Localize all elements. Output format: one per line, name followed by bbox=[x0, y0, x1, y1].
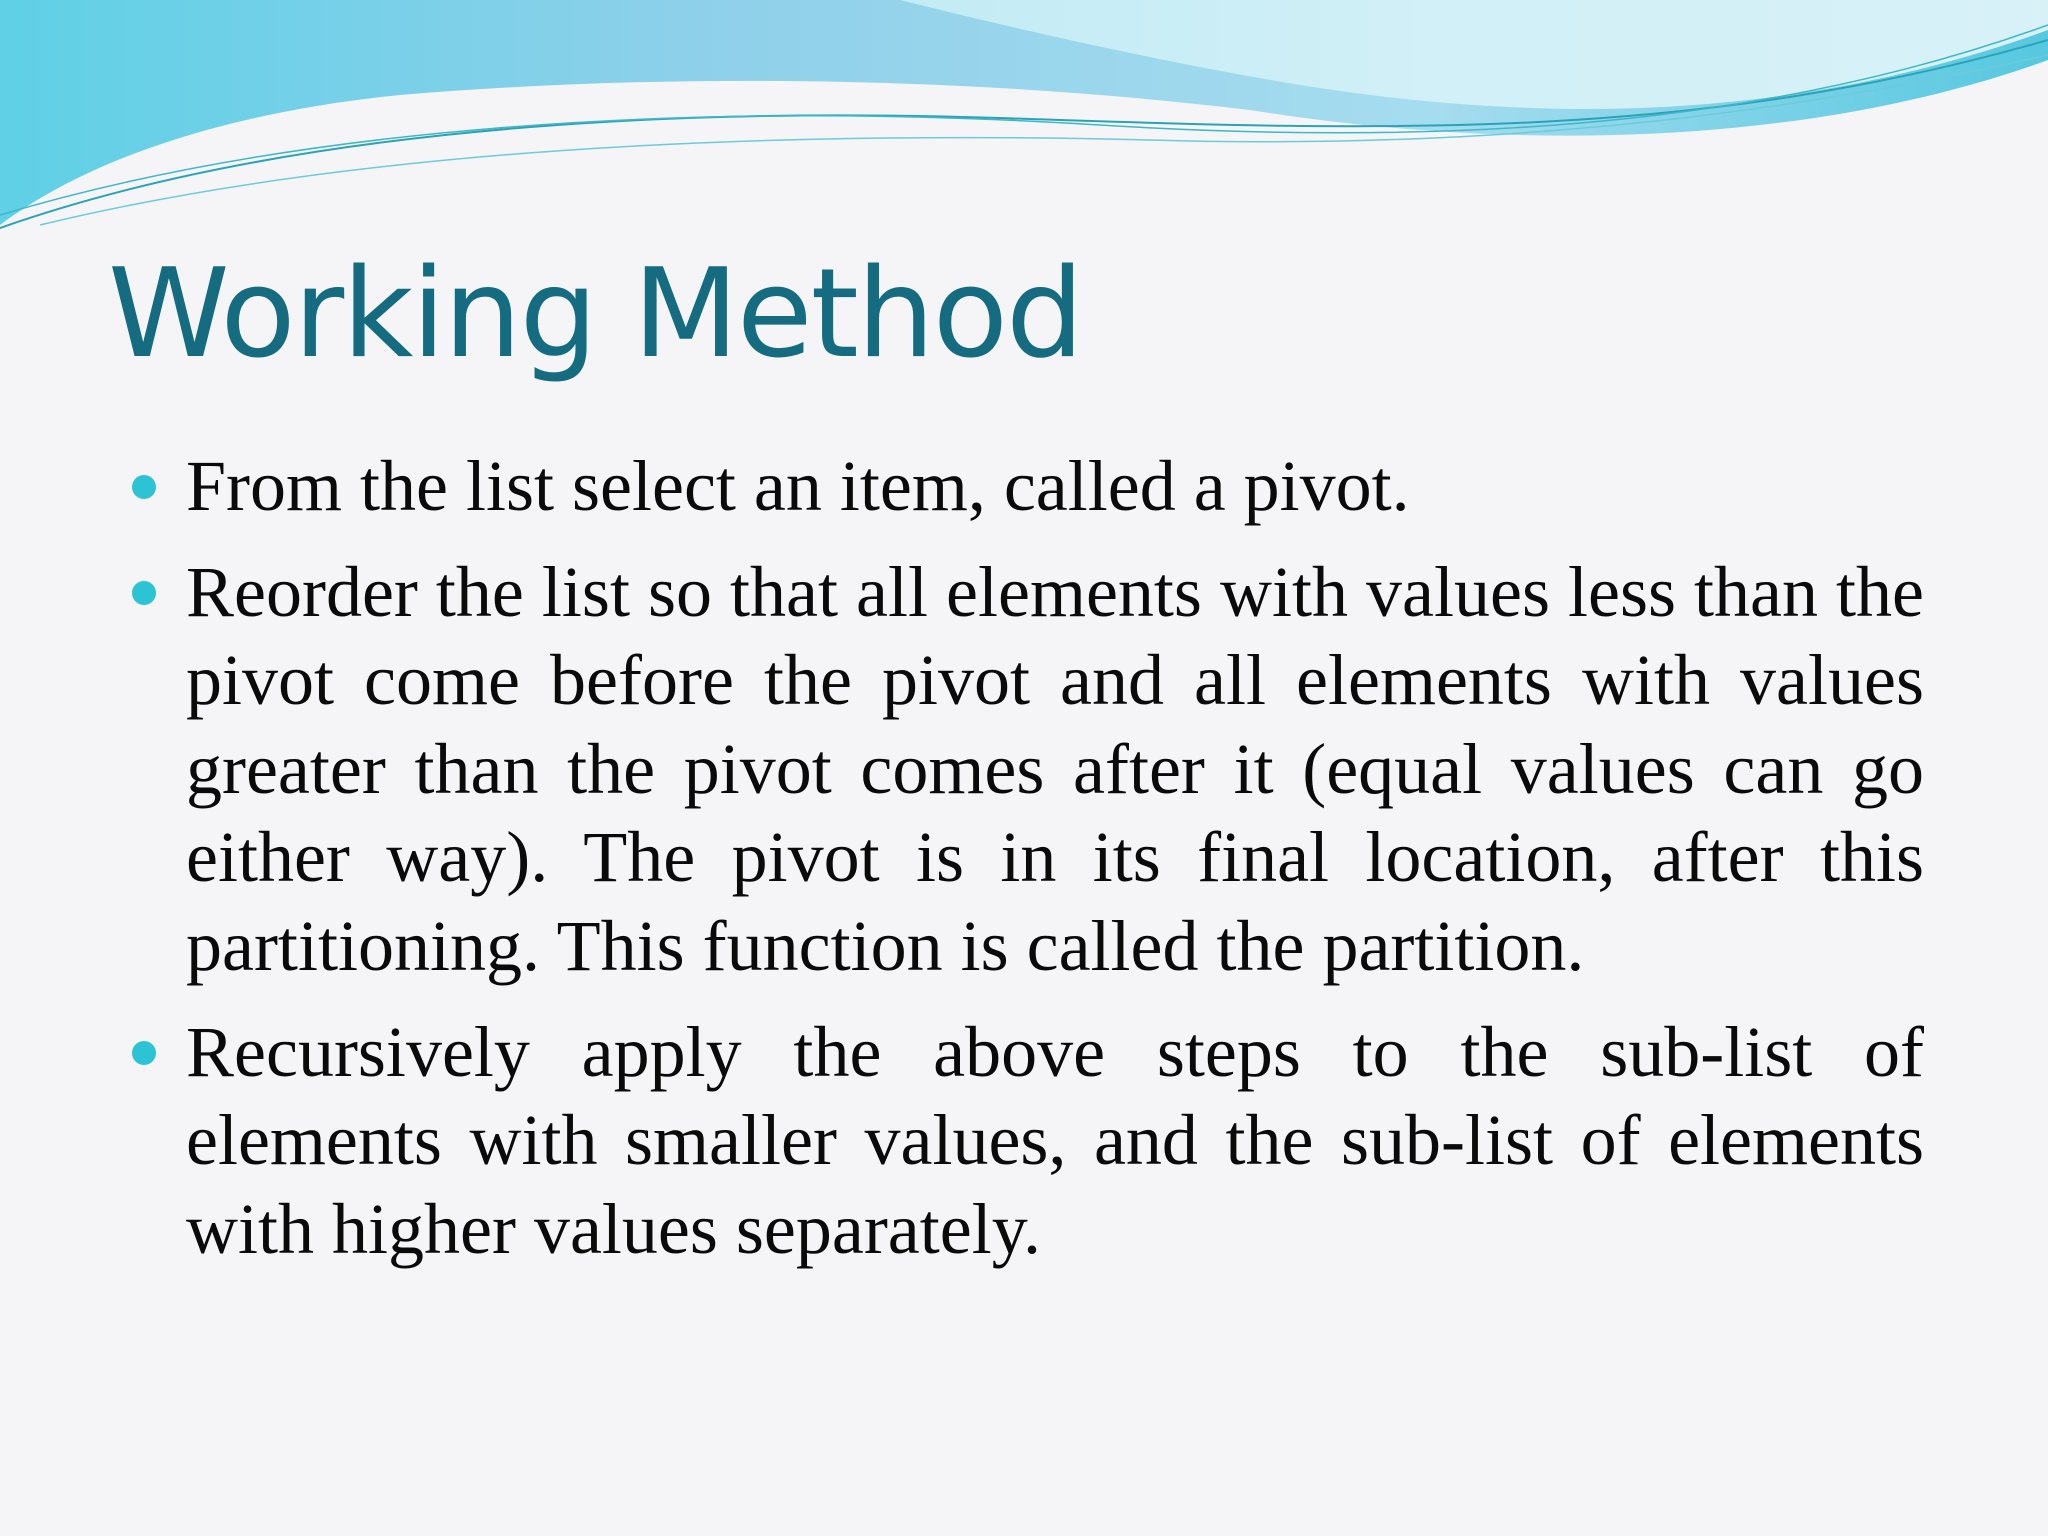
bullet-icon bbox=[132, 581, 156, 605]
list-item bbox=[128, 442, 1924, 531]
bullet-icon bbox=[132, 475, 156, 499]
list-item bbox=[128, 548, 1924, 991]
slide-title: Working Method bbox=[108, 243, 1083, 386]
bullet-text: From the list select an item, called a pivot. bbox=[186, 446, 1410, 526]
bullet-text: Reorder the list so that all elements with values less than the pivot come before the pivot and all elements with values greater than the pivot comes after it (equal values can go either way). The pivot is in its final location, after this partitioning. This function is called the partition. bbox=[186, 551, 1924, 986]
bullet-text: Recursively apply the above steps to the sub-list of elements with smaller values, and the sub-list of elements with higher values separately. bbox=[186, 1011, 1924, 1269]
bullet-icon bbox=[132, 1041, 156, 1065]
bullet-list bbox=[128, 442, 1924, 1273]
list-item bbox=[128, 1008, 1924, 1274]
header-wave-decoration bbox=[0, 0, 2048, 240]
